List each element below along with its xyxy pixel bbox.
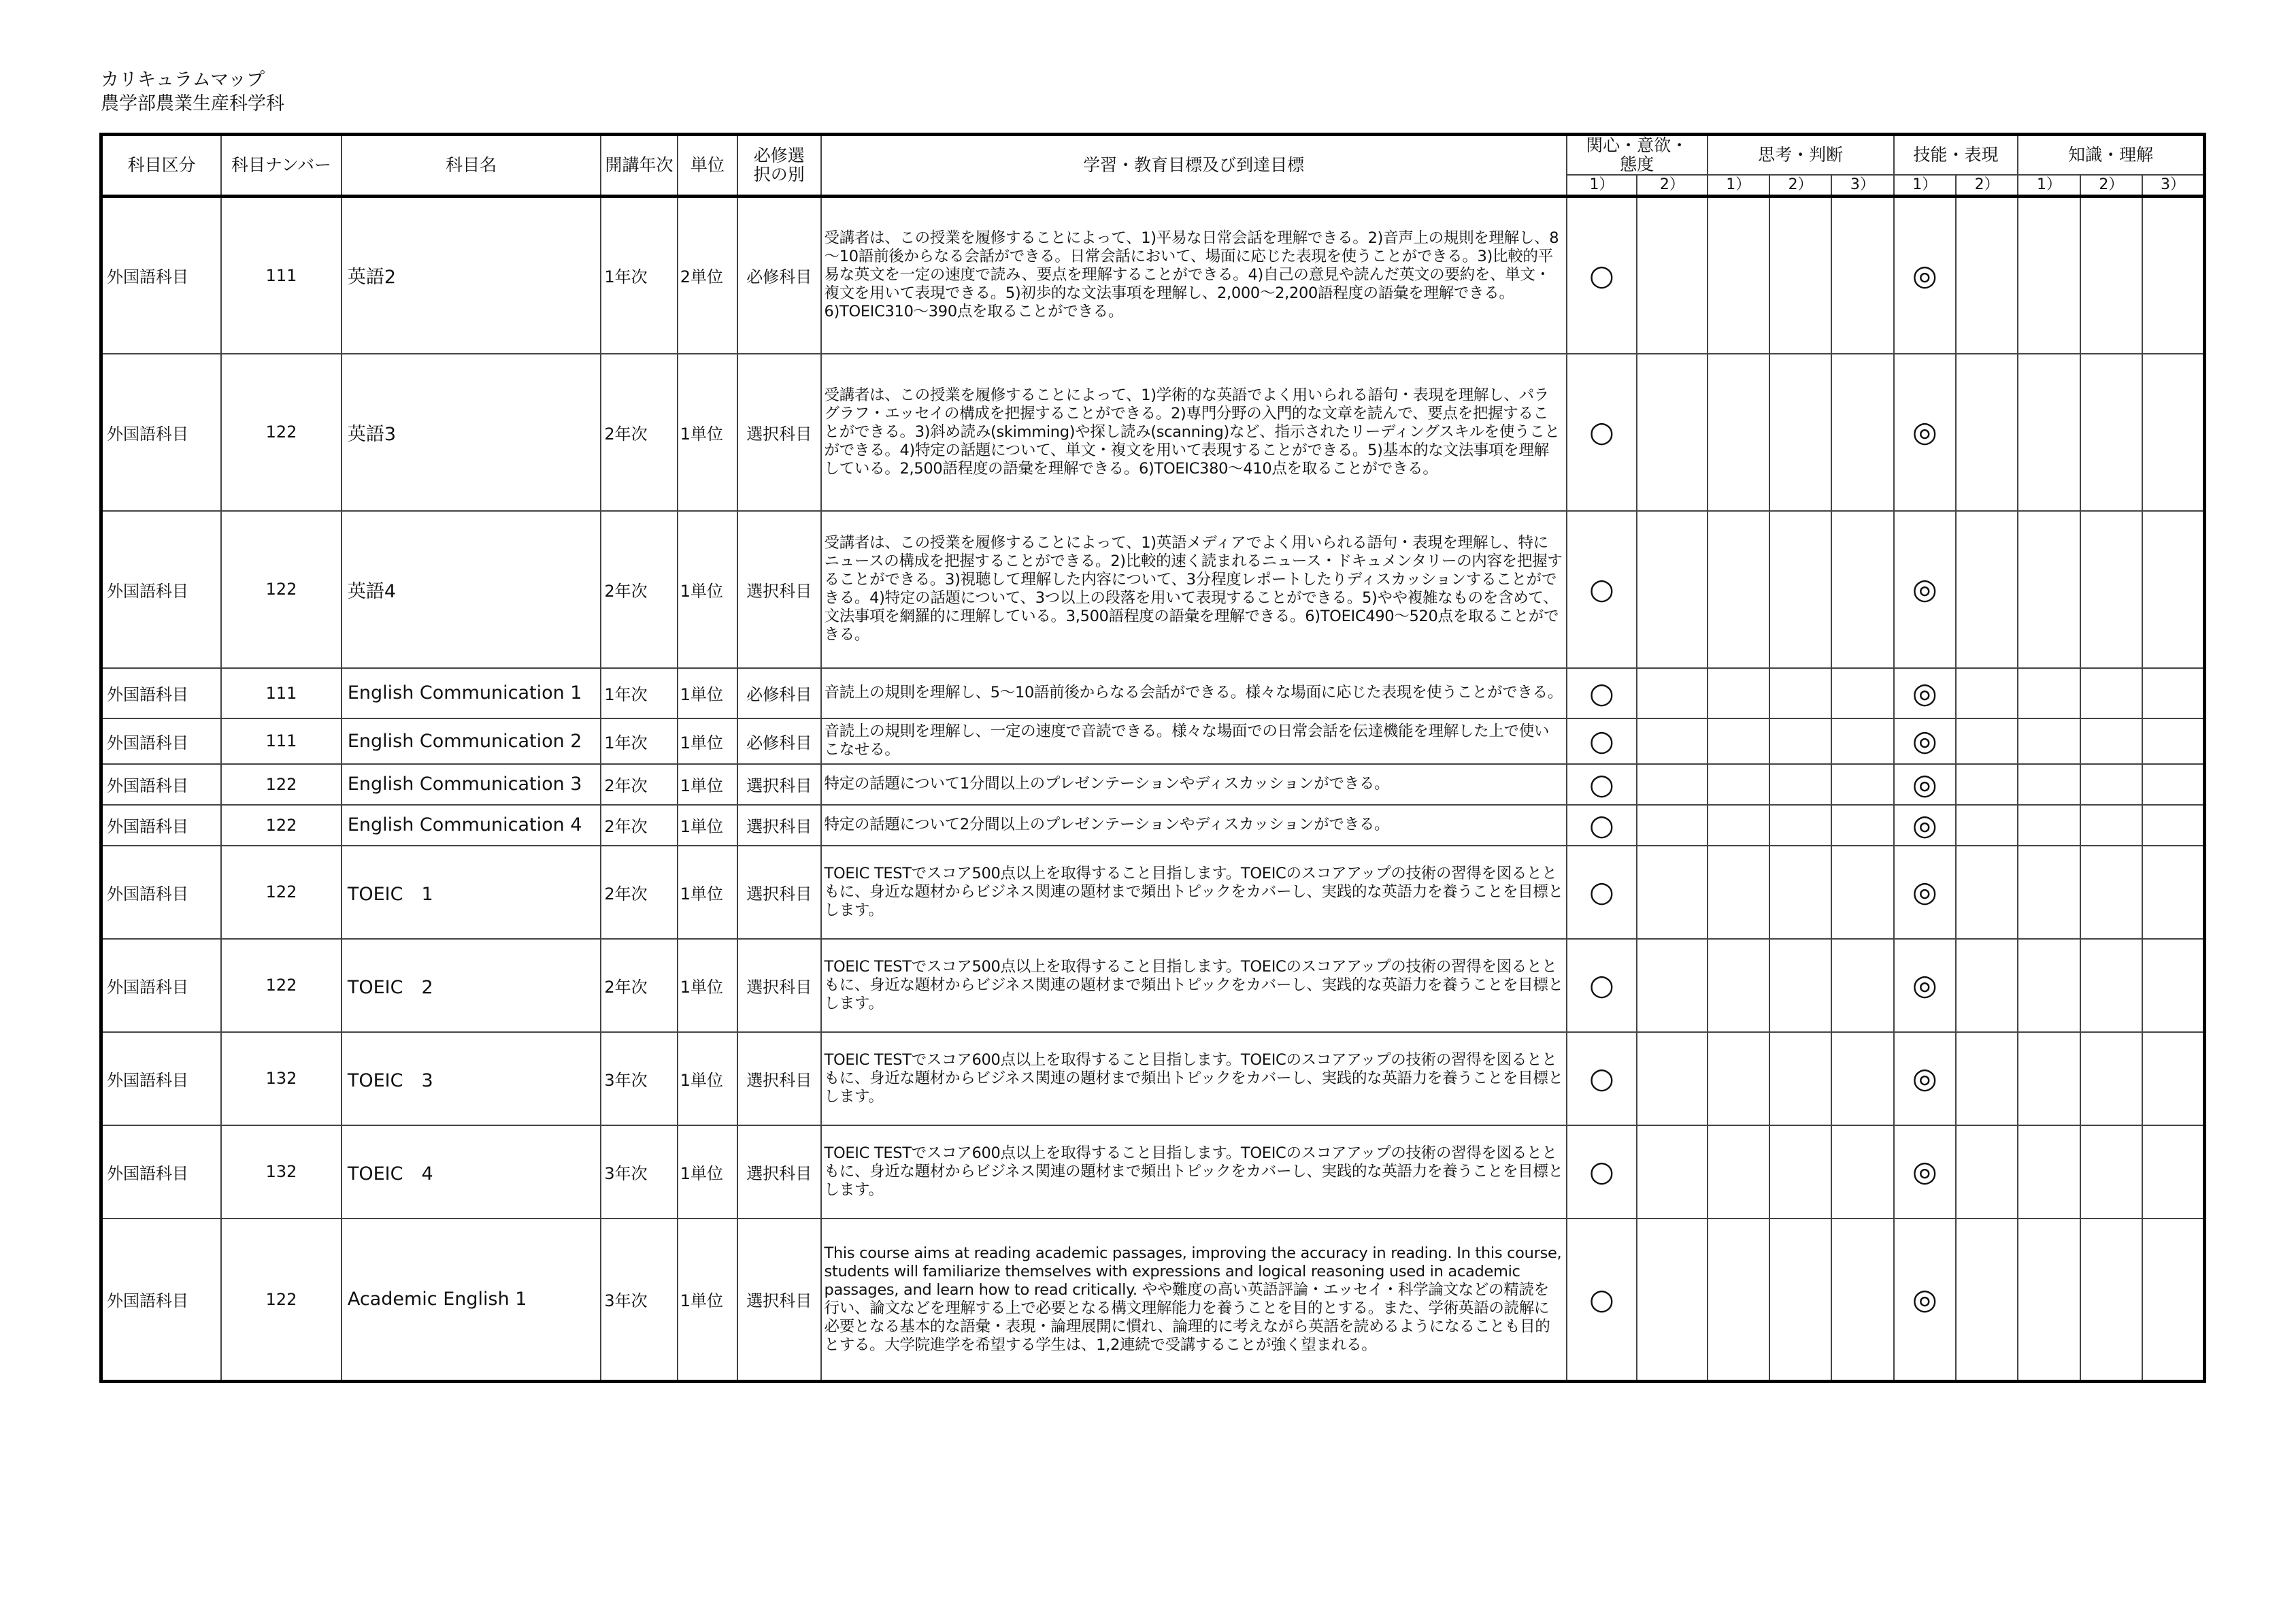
mark-cell <box>2142 1125 2205 1219</box>
course-name-cell: TOEIC 4 <box>342 1125 601 1219</box>
mark-cell <box>2018 197 2080 354</box>
required-cell: 選択科目 <box>737 354 820 511</box>
header-knowledge: 知識・理解 <box>2018 135 2204 176</box>
table-row <box>101 805 2205 846</box>
year-cell: 2年次 <box>601 805 677 846</box>
circle-mark: ○ <box>1567 1032 1637 1125</box>
required-cell: 選択科目 <box>737 1125 820 1219</box>
unit-cell: 2単位 <box>678 197 737 354</box>
mark-cell <box>1637 939 1707 1032</box>
course-name-cell: Academic English 1 <box>342 1219 601 1382</box>
header-year: 開講年次 <box>601 135 677 197</box>
mark-cell <box>1956 197 2018 354</box>
mark-cell <box>1708 805 1769 846</box>
mark-cell <box>2080 805 2142 846</box>
circle-mark: ○ <box>1567 805 1637 846</box>
header-category: 科目区分 <box>101 135 222 197</box>
document-title <box>101 68 284 116</box>
mark-cell <box>1956 511 2018 668</box>
unit-cell: 1単位 <box>678 846 737 939</box>
mark-cell <box>2080 511 2142 668</box>
year-cell: 3年次 <box>601 1032 677 1125</box>
number-cell: 122 <box>221 511 342 668</box>
number-cell: 111 <box>221 668 342 718</box>
circle-mark: ○ <box>1567 1125 1637 1219</box>
double-circle-mark: ◎ <box>1894 764 1956 805</box>
subheader-cell: 2） <box>2080 175 2142 197</box>
mark-cell <box>2080 764 2142 805</box>
goal-cell: 受講者は、この授業を履修することによって、1)英語メディアでよく用いられる語句・表現を理解し、特にニュースの構成を把握することができる。2)比較的速く読まれるニュース・ドキュメンタリーの内容を把握することができる。3)視聴して理解した内容について、3分程度レポートしたりディスカッションすることができる。4)特定の話題について、3つ以上の段落を用いて表現することができる。5)やや複雑なものを含めて、文法事項を網羅的に理解している。3,500語程度の語彙を理解できる。6)TOEIC490～520点を取ることができる。 <box>821 511 1567 668</box>
table-row <box>101 1125 2205 1219</box>
subheader-cell: 2） <box>1637 175 1707 197</box>
course-name-cell: English Communication 4 <box>342 805 601 846</box>
circle-mark: ○ <box>1567 511 1637 668</box>
required-cell: 選択科目 <box>737 764 820 805</box>
mark-cell <box>1956 1219 2018 1382</box>
header-name: 科目名 <box>342 135 601 197</box>
mark-cell <box>1708 354 1769 511</box>
subheader-cell: 2） <box>1956 175 2018 197</box>
mark-cell <box>2080 668 2142 718</box>
mark-cell <box>1769 1219 1831 1382</box>
circle-mark: ○ <box>1567 939 1637 1032</box>
mark-cell <box>1956 764 2018 805</box>
mark-cell <box>1831 1219 1893 1382</box>
course-name-cell: 英語2 <box>342 197 601 354</box>
circle-mark: ○ <box>1567 718 1637 764</box>
table-row <box>101 846 2205 939</box>
required-cell: 選択科目 <box>737 846 820 939</box>
mark-cell <box>1831 764 1893 805</box>
mark-cell <box>1637 764 1707 805</box>
goal-cell: 受講者は、この授業を履修することによって、1)平易な日常会話を理解できる。2)音声上の規則を理解し、8～10語前後からなる会話ができる。日常会話において、場面に応じた表現を使うことができる。3)比較的平易な英文を一定の速度で読み、要点を理解することができる。4)自己の意見や読んだ英文の要約を、単文・複文を用いて表現できる。5)初歩的な文法事項を理解し、2,000～2,200語程度の語彙を理解できる。6)TOEIC310～390点を取ることができる。 <box>821 197 1567 354</box>
header-goals: 学習・教育目標及び到達目標 <box>821 135 1567 197</box>
mark-cell <box>1831 1125 1893 1219</box>
double-circle-mark: ◎ <box>1894 1032 1956 1125</box>
header-number: 科目ナンバー <box>221 135 342 197</box>
mark-cell <box>2142 354 2205 511</box>
number-cell: 122 <box>221 939 342 1032</box>
mark-cell <box>1769 511 1831 668</box>
goal-cell: 音読上の規則を理解し、5～10語前後からなる会話ができる。様々な場面に応じた表現を使うことができる。 <box>821 668 1567 718</box>
mark-cell <box>1637 1032 1707 1125</box>
mark-cell <box>1769 764 1831 805</box>
required-cell: 必修科目 <box>737 197 820 354</box>
circle-mark: ○ <box>1567 354 1637 511</box>
course-name-cell: English Communication 3 <box>342 764 601 805</box>
required-cell: 選択科目 <box>737 1219 820 1382</box>
category-cell: 外国語科目 <box>101 668 222 718</box>
required-cell: 選択科目 <box>737 1032 820 1125</box>
mark-cell <box>2142 718 2205 764</box>
header-skill: 技能・表現 <box>1894 135 2018 176</box>
circle-mark: ○ <box>1567 197 1637 354</box>
goal-cell: 特定の話題について1分間以上のプレゼンテーションやディスカッションができる。 <box>821 764 1567 805</box>
mark-cell <box>1637 354 1707 511</box>
double-circle-mark: ◎ <box>1894 511 1956 668</box>
mark-cell <box>1769 805 1831 846</box>
mark-cell <box>1956 668 2018 718</box>
mark-cell <box>1831 197 1893 354</box>
mark-cell <box>1831 668 1893 718</box>
mark-cell <box>1708 846 1769 939</box>
mark-cell <box>2142 1032 2205 1125</box>
unit-cell: 1単位 <box>678 511 737 668</box>
double-circle-mark: ◎ <box>1894 1219 1956 1382</box>
circle-mark: ○ <box>1567 764 1637 805</box>
mark-cell <box>1769 354 1831 511</box>
category-cell: 外国語科目 <box>101 718 222 764</box>
mark-cell <box>2142 764 2205 805</box>
mark-cell <box>2080 939 2142 1032</box>
double-circle-mark: ◎ <box>1894 939 1956 1032</box>
number-cell: 122 <box>221 354 342 511</box>
mark-cell <box>1708 718 1769 764</box>
course-name-cell: English Communication 2 <box>342 718 601 764</box>
table-row <box>101 1219 2205 1382</box>
circle-mark: ○ <box>1567 846 1637 939</box>
circle-mark: ○ <box>1567 1219 1637 1382</box>
mark-cell <box>1956 718 2018 764</box>
mark-cell <box>2018 354 2080 511</box>
mark-cell <box>1956 1032 2018 1125</box>
mark-cell <box>1637 846 1707 939</box>
year-cell: 2年次 <box>601 846 677 939</box>
double-circle-mark: ◎ <box>1894 1125 1956 1219</box>
mark-cell <box>1956 1125 2018 1219</box>
required-cell: 必修科目 <box>737 718 820 764</box>
number-cell: 122 <box>221 1219 342 1382</box>
goal-cell: TOEIC TESTでスコア600点以上を取得すること目指します。TOEICのスコアアップの技術の習得を図るとともに、身近な題材からビジネス関連の題材まで頻出トピックをカバーし、実践的な英語力を養うことを目標とします。 <box>821 1125 1567 1219</box>
goal-cell: TOEIC TESTでスコア500点以上を取得すること目指します。TOEICのスコアアップの技術の習得を図るとともに、身近な題材からビジネス関連の題材まで頻出トピックをカバーし、実践的な英語力を養うことを目標とします。 <box>821 939 1567 1032</box>
mark-cell <box>1831 846 1893 939</box>
mark-cell <box>1637 805 1707 846</box>
mark-cell <box>1708 668 1769 718</box>
category-cell: 外国語科目 <box>101 805 222 846</box>
unit-cell: 1単位 <box>678 805 737 846</box>
mark-cell <box>2142 197 2205 354</box>
double-circle-mark: ◎ <box>1894 354 1956 511</box>
mark-cell <box>1708 1125 1769 1219</box>
table-row <box>101 197 2205 354</box>
unit-cell: 1単位 <box>678 1219 737 1382</box>
table-row <box>101 1032 2205 1125</box>
double-circle-mark: ◎ <box>1894 805 1956 846</box>
table-row <box>101 718 2205 764</box>
subheader-cell: 1） <box>1708 175 1769 197</box>
mark-cell <box>2080 718 2142 764</box>
mark-cell <box>2018 668 2080 718</box>
mark-cell <box>2018 1125 2080 1219</box>
mark-cell <box>1769 939 1831 1032</box>
double-circle-mark: ◎ <box>1894 718 1956 764</box>
header-interest: 関心・意欲・態度 <box>1567 135 1708 176</box>
mark-cell <box>2142 511 2205 668</box>
required-cell: 選択科目 <box>737 805 820 846</box>
mark-cell <box>1637 1219 1707 1382</box>
mark-cell <box>1637 511 1707 668</box>
mark-cell <box>1769 846 1831 939</box>
subheader-cell: 3） <box>2142 175 2205 197</box>
subheader-cell: 1） <box>1894 175 1956 197</box>
mark-cell <box>2142 1219 2205 1382</box>
mark-cell <box>2080 1125 2142 1219</box>
course-name-cell: 英語3 <box>342 354 601 511</box>
mark-cell <box>1831 354 1893 511</box>
table-row <box>101 764 2205 805</box>
mark-cell <box>1831 718 1893 764</box>
category-cell: 外国語科目 <box>101 354 222 511</box>
double-circle-mark: ◎ <box>1894 668 1956 718</box>
double-circle-mark: ◎ <box>1894 846 1956 939</box>
subheader-cell: 3） <box>1831 175 1893 197</box>
mark-cell <box>2142 939 2205 1032</box>
goal-cell: TOEIC TESTでスコア600点以上を取得すること目指します。TOEICのスコアアップの技術の習得を図るとともに、身近な題材からビジネス関連の題材まで頻出トピックをカバーし、実践的な英語力を養うことを目標とします。 <box>821 1032 1567 1125</box>
mark-cell <box>1769 1032 1831 1125</box>
mark-cell <box>1956 846 2018 939</box>
required-cell: 選択科目 <box>737 511 820 668</box>
category-cell: 外国語科目 <box>101 939 222 1032</box>
required-cell: 必修科目 <box>737 668 820 718</box>
map-title: カリキュラムマップ <box>101 69 265 90</box>
table-body <box>101 197 2205 1382</box>
mark-cell <box>1956 939 2018 1032</box>
mark-cell <box>2142 805 2205 846</box>
mark-cell <box>2080 1032 2142 1125</box>
mark-cell <box>1708 511 1769 668</box>
mark-cell <box>2018 718 2080 764</box>
mark-cell <box>2080 354 2142 511</box>
subheader-cell: 2） <box>1769 175 1831 197</box>
mark-cell <box>1708 1032 1769 1125</box>
mark-cell <box>2018 846 2080 939</box>
number-cell: 122 <box>221 764 342 805</box>
mark-cell <box>2018 1219 2080 1382</box>
course-name-cell: TOEIC 1 <box>342 846 601 939</box>
year-cell: 2年次 <box>601 764 677 805</box>
category-cell: 外国語科目 <box>101 1125 222 1219</box>
table-row <box>101 354 2205 511</box>
mark-cell <box>2080 846 2142 939</box>
mark-cell <box>2080 197 2142 354</box>
goal-cell: 特定の話題について2分間以上のプレゼンテーションやディスカッションができる。 <box>821 805 1567 846</box>
number-cell: 122 <box>221 805 342 846</box>
category-cell: 外国語科目 <box>101 197 222 354</box>
mark-cell <box>1637 197 1707 354</box>
unit-cell: 1単位 <box>678 354 737 511</box>
mark-cell <box>1769 718 1831 764</box>
mark-cell <box>1831 805 1893 846</box>
header-required: 必修選択の別 <box>737 135 820 197</box>
number-cell: 132 <box>221 1125 342 1219</box>
mark-cell <box>2018 511 2080 668</box>
mark-cell <box>1637 718 1707 764</box>
year-cell: 3年次 <box>601 1219 677 1382</box>
mark-cell <box>2018 764 2080 805</box>
mark-cell <box>1708 197 1769 354</box>
mark-cell <box>2142 846 2205 939</box>
mark-cell <box>1769 197 1831 354</box>
mark-cell <box>1831 1032 1893 1125</box>
mark-cell <box>2018 805 2080 846</box>
year-cell: 2年次 <box>601 511 677 668</box>
year-cell: 3年次 <box>601 1125 677 1219</box>
subheader-cell: 1） <box>1567 175 1637 197</box>
header-unit: 単位 <box>678 135 737 197</box>
mark-cell <box>2080 1219 2142 1382</box>
required-cell: 選択科目 <box>737 939 820 1032</box>
category-cell: 外国語科目 <box>101 1032 222 1125</box>
mark-cell <box>1831 939 1893 1032</box>
goal-cell: 受講者は、この授業を履修することによって、1)学術的な英語でよく用いられる語句・表現を理解し、パラグラフ・エッセイの構成を把握することができる。2)専門分野の入門的な文章を読んで、要点を把握することができる。3)斜め読み(skimming)や探し読み(scanning)など、指示されたリーディングスキルを使うことができる。4)特定の話題について、単文・複文を用いて表現することができる。5)基本的な文法事項を理解している。2,500語程度の語彙を理解できる。6)TOEIC380～410点を取ることができる。 <box>821 354 1567 511</box>
header-thinking: 思考・判断 <box>1708 135 1894 176</box>
subheader-cell: 1） <box>2018 175 2080 197</box>
course-name-cell: English Communication 1 <box>342 668 601 718</box>
double-circle-mark: ◎ <box>1894 197 1956 354</box>
course-name-cell: 英語4 <box>342 511 601 668</box>
number-cell: 111 <box>221 197 342 354</box>
unit-cell: 1単位 <box>678 1125 737 1219</box>
course-name-cell: TOEIC 2 <box>342 939 601 1032</box>
goal-cell: This course aims at reading academic passages, improving the accuracy in reading. In this course, students will familiarize themselves with expressions and logical reasoning used in academic passages, and learn how to read critically. やや難度の高い英語評論・エッセイ・科学論文などの精読を行い、論文などを理解する上で必要となる構文理解能力を養うことを目的とする。また、学術英語の読解に必要となる基本的な語彙・表現・論理展開に慣れ、論理的に考えながら英語を読めるようになることも目的とする。大学院進学を希望する学生は、1,2連続で受講することが強く望まれる。 <box>821 1219 1567 1382</box>
year-cell: 1年次 <box>601 197 677 354</box>
mark-cell <box>1769 668 1831 718</box>
mark-cell <box>1708 1219 1769 1382</box>
year-cell: 2年次 <box>601 939 677 1032</box>
department-title: 農学部農業生産科学科 <box>101 93 284 114</box>
mark-cell <box>1831 511 1893 668</box>
mark-cell <box>1708 939 1769 1032</box>
number-cell: 122 <box>221 846 342 939</box>
mark-cell <box>1637 668 1707 718</box>
course-name-cell: TOEIC 3 <box>342 1032 601 1125</box>
mark-cell <box>1708 764 1769 805</box>
goal-cell: TOEIC TESTでスコア500点以上を取得すること目指します。TOEICのスコアアップの技術の習得を図るとともに、身近な題材からビジネス関連の題材まで頻出トピックをカバーし、実践的な英語力を養うことを目標とします。 <box>821 846 1567 939</box>
unit-cell: 1単位 <box>678 764 737 805</box>
unit-cell: 1単位 <box>678 1032 737 1125</box>
mark-cell <box>2018 1032 2080 1125</box>
mark-cell <box>1956 354 2018 511</box>
category-cell: 外国語科目 <box>101 1219 222 1382</box>
mark-cell <box>1637 1125 1707 1219</box>
unit-cell: 1単位 <box>678 939 737 1032</box>
number-cell: 132 <box>221 1032 342 1125</box>
category-cell: 外国語科目 <box>101 511 222 668</box>
mark-cell <box>1769 1125 1831 1219</box>
table-row <box>101 668 2205 718</box>
number-cell: 111 <box>221 718 342 764</box>
year-cell: 1年次 <box>601 668 677 718</box>
goal-cell: 音読上の規則を理解し、一定の速度で音読できる。様々な場面での日常会話を伝達機能を理解した上で使いこなせる。 <box>821 718 1567 764</box>
table-row <box>101 511 2205 668</box>
mark-cell <box>2142 668 2205 718</box>
circle-mark: ○ <box>1567 668 1637 718</box>
unit-cell: 1単位 <box>678 668 737 718</box>
year-cell: 2年次 <box>601 354 677 511</box>
mark-cell <box>1956 805 2018 846</box>
category-cell: 外国語科目 <box>101 846 222 939</box>
year-cell: 1年次 <box>601 718 677 764</box>
unit-cell: 1単位 <box>678 718 737 764</box>
curriculum-map-table <box>99 133 2206 1383</box>
mark-cell <box>2018 939 2080 1032</box>
category-cell: 外国語科目 <box>101 764 222 805</box>
table-row <box>101 939 2205 1032</box>
